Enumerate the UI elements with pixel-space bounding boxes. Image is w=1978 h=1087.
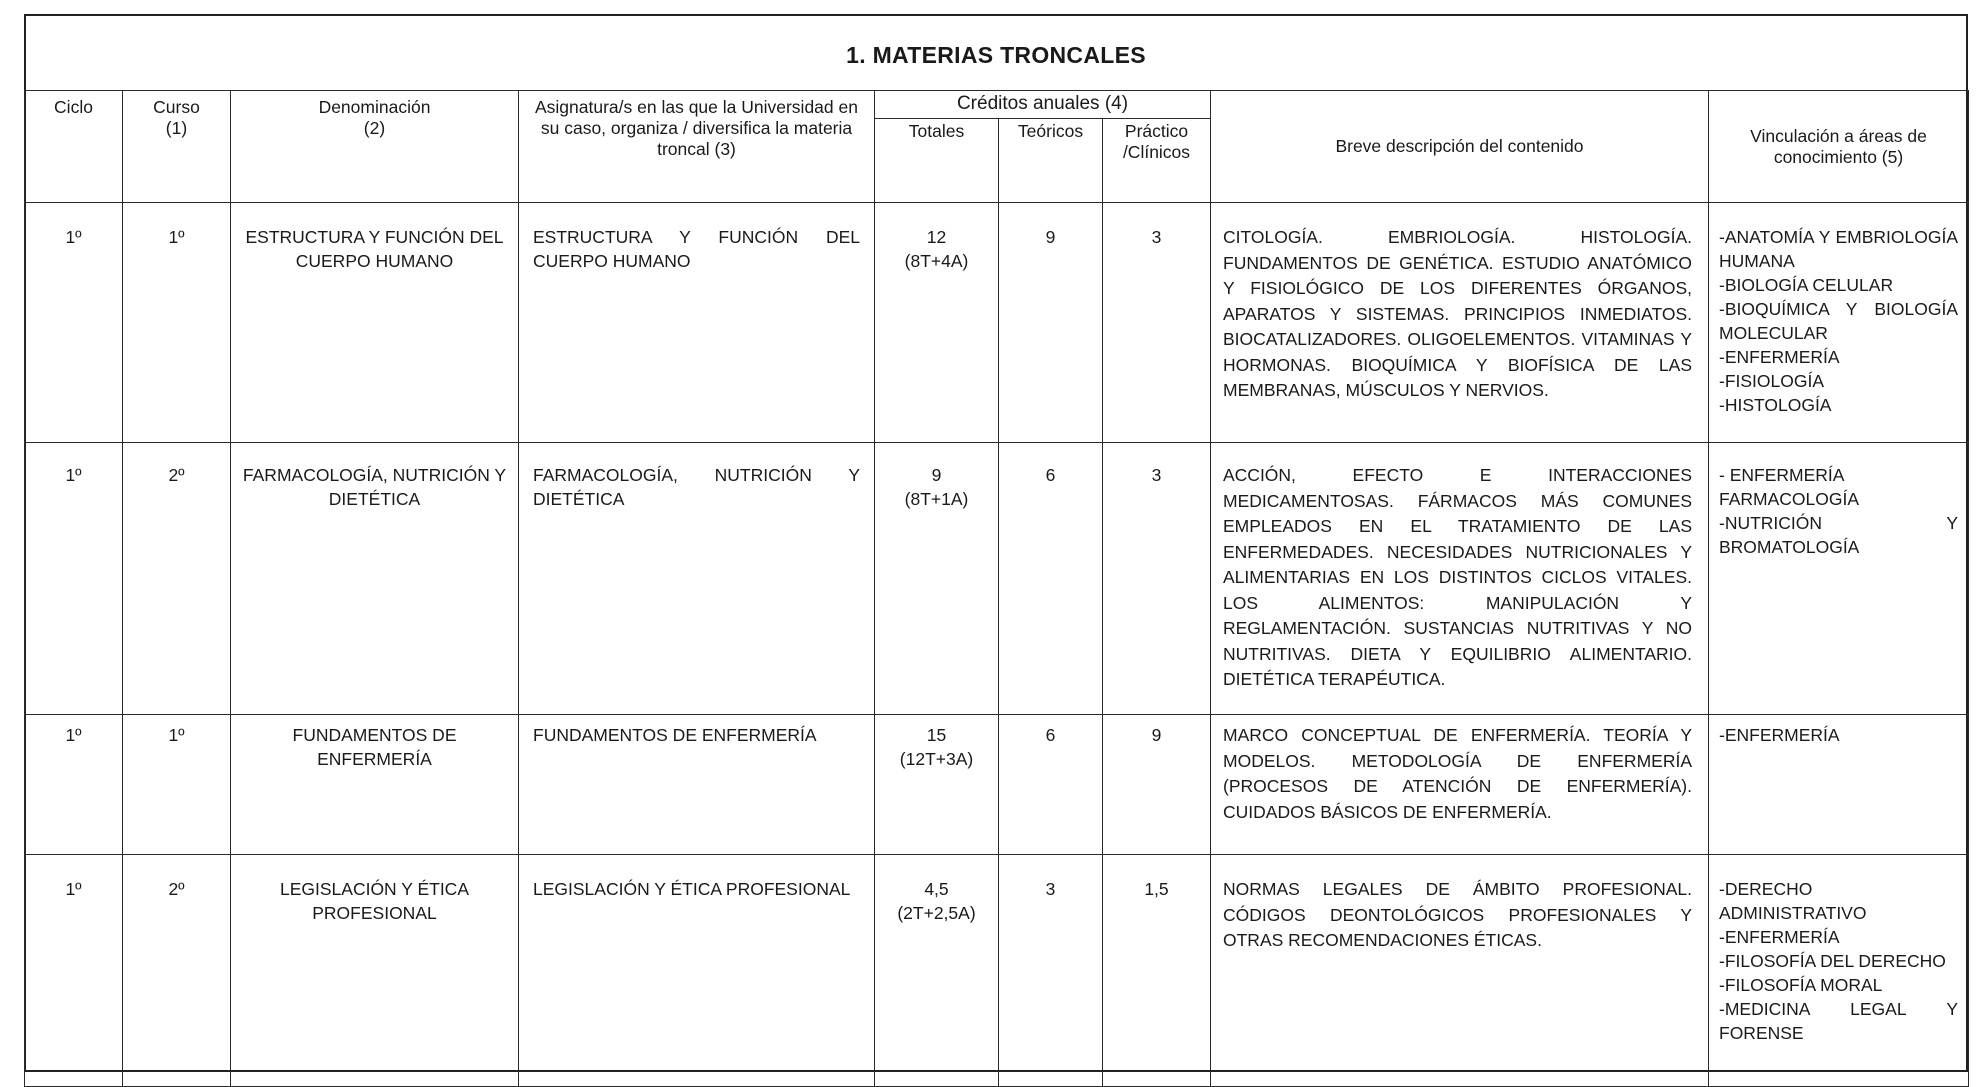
header-ciclo: Ciclo (25, 91, 123, 203)
area-item: -HISTOLOGÍA (1719, 395, 1832, 415)
area-item: -FILOSOFÍA MORAL (1719, 975, 1883, 995)
cell-totales (875, 443, 999, 715)
cell-denominacion: FUNDAMENTOS DE ENFERMERÍA (231, 715, 519, 855)
area-item: -DERECHO ADMINISTRATIVO (1719, 879, 1867, 923)
cell-areas (1709, 443, 1969, 715)
header-teoricos: Teóricos (999, 119, 1103, 203)
cell-areas (1709, 715, 1969, 855)
totales-detalle: (2T+2,5A) (897, 903, 976, 923)
cell-totales (875, 855, 999, 1087)
area-item: -ENFERMERÍA (1719, 927, 1840, 947)
cell-curso: 2º (123, 855, 231, 1087)
totales-value: 12 (926, 227, 947, 247)
page-title: 1. MATERIAS TRONCALES (846, 41, 1146, 68)
header-creditos: Créditos anuales (4) (875, 91, 1211, 119)
cell-descripcion: ACCIÓN, EFECTO E INTERACCIONES MEDICAMENTOSAS. FÁRMACOS MÁS COMUNES EMPLEADOS EN EL TRATAMIENTO DE LAS ENFERMEDADES. NECESIDADES NUTRICIONALES Y ALIMENTARIAS EN LOS DISTINTOS CICLOS VITALES. LOS ALIMENTOS: MANIPULACIÓN Y REGLAMENTACIÓN. SUSTANCIAS NUTRITIVAS Y NO NUTRITIVAS. DIETA Y EQUILIBRIO ALIMENTARIO. DIETÉTICA TERAPÉUTICA. (1211, 443, 1709, 715)
cell-asignatura: LEGISLACIÓN Y ÉTICA PROFESIONAL (519, 855, 875, 1087)
cell-practicos: 3 (1103, 203, 1211, 443)
cell-descripcion: NORMAS LEGALES DE ÁMBITO PROFESIONAL. CÓDIGOS DEONTOLÓGICOS PROFESIONALES Y OTRAS RECOMENDACIONES ÉTICAS. (1211, 855, 1709, 1087)
header-row (25, 91, 1969, 119)
area-item: -ANATOMÍA Y EMBRIOLOGÍA HUMANA (1719, 227, 1958, 271)
cell-asignatura: FUNDAMENTOS DE ENFERMERÍA (519, 715, 875, 855)
table-row (25, 715, 1969, 855)
cell-teoricos: 3 (999, 855, 1103, 1087)
cell-teoricos: 9 (999, 203, 1103, 443)
cell-curso: 2º (123, 443, 231, 715)
totales-detalle: (12T+3A) (899, 749, 974, 769)
totales-value: 15 (926, 725, 947, 745)
header-denominacion: Denominación (2) (231, 91, 519, 203)
cell-totales (875, 715, 999, 855)
cell-ciclo: 1º (25, 443, 123, 715)
totales-detalle: (8T+1A) (904, 489, 969, 509)
cell-practicos: 3 (1103, 443, 1211, 715)
area-item: - ENFERMERÍA (1719, 465, 1845, 485)
cell-curso: 1º (123, 203, 231, 443)
area-item: FARMACOLOGÍA (1719, 489, 1860, 509)
cell-teoricos: 6 (999, 443, 1103, 715)
totales-value: 4,5 (924, 879, 949, 899)
cell-descripcion: CITOLOGÍA. EMBRIOLOGÍA. HISTOLOGÍA. FUNDAMENTOS DE GENÉTICA. ESTUDIO ANATÓMICO Y FISIOLÓGICO DE LOS DIFERENTES ÓRGANOS, APARATOS Y SISTEMAS. PRINCIPIOS INMEDIATOS. BIOCATALIZADORES. OLIGOELEMENTOS. VITAMINAS Y HORMONAS. BIOQUÍMICA Y BIOFÍSICA DE LAS MEMBRANAS, MÚSCULOS Y NERVIOS. (1211, 203, 1709, 443)
area-item: -FILOSOFÍA DEL DERECHO (1719, 951, 1946, 971)
header-asignaturas: Asignatura/s en las que la Universidad en su caso, organiza / diversifica la materia troncal (3) (519, 91, 875, 203)
cell-ciclo: 1º (25, 855, 123, 1087)
header-totales: Totales (875, 119, 999, 203)
cell-asignatura: ESTRUCTURA Y FUNCIÓN DEL CUERPO HUMANO (519, 203, 875, 443)
area-item: -MEDICINA LEGAL Y FORENSE (1719, 999, 1958, 1043)
cell-curso: 1º (123, 715, 231, 855)
area-item: -ENFERMERÍA (1719, 347, 1840, 367)
cell-asignatura: FARMACOLOGÍA, NUTRICIÓN Y DIETÉTICA (519, 443, 875, 715)
table-row (25, 855, 1969, 1087)
cell-denominacion: LEGISLACIÓN Y ÉTICA PROFESIONAL (231, 855, 519, 1087)
area-item: -ENFERMERÍA (1719, 725, 1840, 745)
cell-practicos: 1,5 (1103, 855, 1211, 1087)
totales-value: 9 (931, 465, 942, 485)
table-row (25, 443, 1969, 715)
area-item: -NUTRICIÓN Y BROMATOLOGÍA (1719, 513, 1958, 557)
area-item: -FISIOLOGÍA (1719, 371, 1825, 391)
area-item: -BIOQUÍMICA Y BIOLOGÍA MOLECULAR (1719, 299, 1958, 343)
cell-ciclo: 1º (25, 203, 123, 443)
cell-areas (1709, 203, 1969, 443)
header-curso: Curso (1) (123, 91, 231, 203)
document-sheet (24, 14, 1968, 1074)
cell-denominacion: FARMACOLOGÍA, NUTRICIÓN Y DIETÉTICA (231, 443, 519, 715)
table-row (25, 203, 1969, 443)
cell-denominacion: ESTRUCTURA Y FUNCIÓN DEL CUERPO HUMANO (231, 203, 519, 443)
cell-ciclo: 1º (25, 715, 123, 855)
cell-teoricos: 6 (999, 715, 1103, 855)
cell-descripcion: MARCO CONCEPTUAL DE ENFERMERÍA. TEORÍA Y MODELOS. METODOLOGÍA DE ENFERMERÍA (PROCESOS DE ATENCIÓN DE ENFERMERÍA). CUIDADOS BÁSICOS DE ENFERMERÍA. (1211, 715, 1709, 855)
header-practicos: Práctico /Clínicos (1103, 119, 1211, 203)
area-item: -BIOLOGÍA CELULAR (1719, 275, 1894, 295)
cell-practicos: 9 (1103, 715, 1211, 855)
cell-totales (875, 203, 999, 443)
header-descripcion: Breve descripción del contenido (1211, 91, 1709, 203)
materias-table (24, 90, 1969, 1087)
header-vinculacion: Vinculación a áreas de conocimiento (5) (1709, 91, 1969, 203)
totales-detalle: (8T+4A) (904, 251, 969, 271)
cell-areas (1709, 855, 1969, 1087)
